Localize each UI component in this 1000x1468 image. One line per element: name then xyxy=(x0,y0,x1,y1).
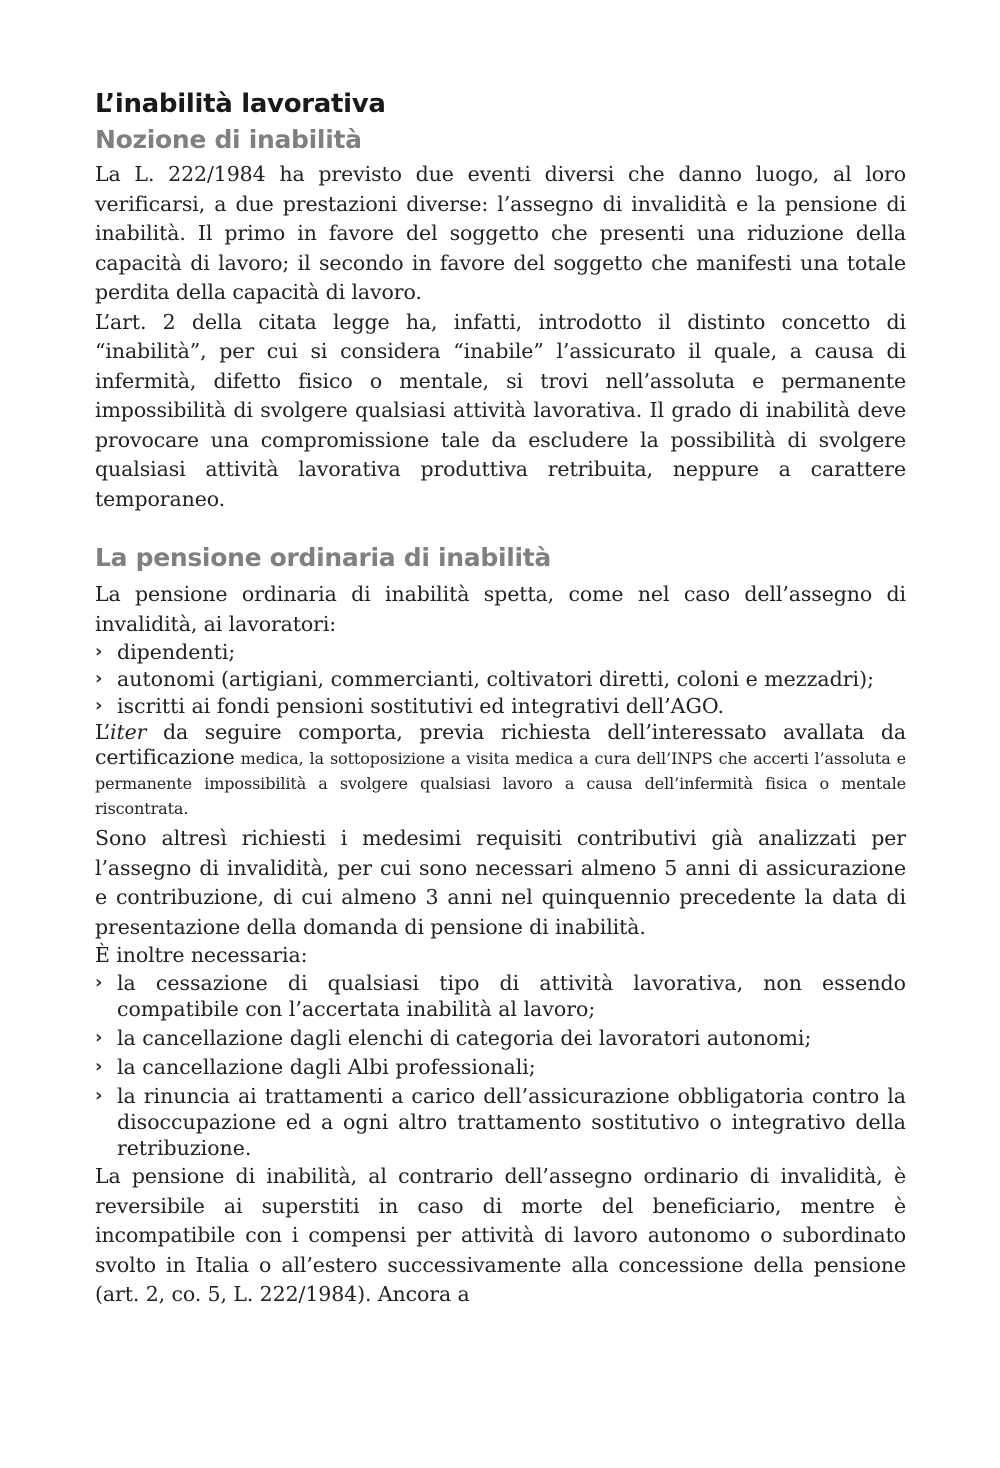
paragraph: È inoltre necessaria: xyxy=(95,943,308,967)
chevron-right-icon: › xyxy=(95,1056,103,1077)
bullet-list-requisiti xyxy=(95,970,906,1161)
list-item xyxy=(95,1054,906,1080)
section-heading-nozione: Nozione di inabilità xyxy=(95,125,362,154)
list-item-text: autonomi (artigiani, commercianti, coltivatori diretti, coloni e mezzadri); xyxy=(117,667,875,691)
list-item-text: la cancellazione dagli elenchi di categoria dei lavoratori autonomi; xyxy=(117,1026,812,1050)
paragraph: La L. 222/1984 ha previsto due eventi diversi che danno luogo, al loro verificarsi, a due prestazioni diverse: l’assegno di invalidità e la pensione di inabilità. Il primo in favore del soggetto che presenti una riduzione della capacità di lavoro; il secondo in favore del soggetto che manifesti una totale perdita della capacità di lavoro. xyxy=(95,162,906,304)
iter-text: da seguire comporta, previa richiesta dell’interessato avallata da certificazione xyxy=(95,720,906,769)
chevron-right-icon: › xyxy=(95,641,103,662)
list-item xyxy=(95,639,906,665)
chevron-right-icon: › xyxy=(95,668,103,689)
paragraph: Sono altresì richiesti i medesimi requisiti contributivi già analizzati per l’assegno di invalidità, per cui sono necessari almeno 5 anni di assicurazione e contribuzione, di cui almeno 3 anni nel quinquennio precedente la data di presentazione della domanda di pensione di inabilità. xyxy=(95,826,906,939)
chevron-right-icon: › xyxy=(95,1085,103,1106)
page-title: L’inabilità lavorativa xyxy=(95,89,386,119)
list-item xyxy=(95,970,906,1022)
list-item-text: la rinuncia ai trattamenti a carico dell’assicurazione obbligatoria contro la disoccupazione ed a ogni altro trattamento sostitutivo o integrativo della retribuzione. xyxy=(117,1084,906,1160)
chevron-right-icon: › xyxy=(95,972,103,993)
iter-italic: iter xyxy=(110,720,147,744)
bullet-list-lavoratori xyxy=(95,639,906,719)
paragraph: La pensione di inabilità, al contrario dell’assegno ordinario di invalidità, è reversibile ai superstiti in caso di morte del beneficiario, mentre è incompatibile con i compensi per attività di lavoro autonomo o subordinato svolto in Italia o all’estero successivamente alla concessione della pensione (art. 2, co. 5, L. 222/1984). Ancora a xyxy=(95,1164,906,1306)
list-item-text: la cessazione di qualsiasi tipo di attività lavorativa, non essendo compatibile con l’accertata inabilità al lavoro; xyxy=(117,971,906,1021)
chevron-right-icon: › xyxy=(95,1027,103,1048)
chevron-right-icon: › xyxy=(95,695,103,716)
document-page xyxy=(95,86,906,1310)
paragraph-iter xyxy=(95,720,906,820)
paragraph: La pensione ordinaria di inabilità spetta, come nel caso dell’assegno di invalidità, ai lavoratori: xyxy=(95,582,906,636)
list-item xyxy=(95,1083,906,1161)
list-item xyxy=(95,666,906,692)
list-item-text: iscritti ai fondi pensioni sostitutivi ed integrativi dell’AGO. xyxy=(117,694,724,718)
list-item xyxy=(95,1025,906,1051)
paragraph: L’art. 2 della citata legge ha, infatti, introdotto il distinto concetto di “inabilità”, per cui si considera “inabile” l’assicurato il quale, a causa di infermità, difetto fisico o mentale, si trovi nell’assoluta e permanente impossibilità di svolgere qualsiasi attività lavorativa. Il grado di inabilità deve provocare una compromissione tale da escludere la possibilità di svolgere qualsiasi attività lavorativa produttiva retribuita, neppure a carattere temporaneo. xyxy=(95,309,906,511)
list-item-text: dipendenti; xyxy=(117,640,236,664)
iter-small-text: medica, la sottoposizione a visita medica a cura dell’INPS che accerti l’assoluta e permanente impossibilità a svolgere qualsiasi lavoro a causa dell’infermità fisica o mentale riscontrata. xyxy=(95,749,906,818)
list-item-text: la cancellazione dagli Albi professionali; xyxy=(117,1055,536,1079)
list-item xyxy=(95,693,906,719)
iter-prefix: L’ xyxy=(95,720,111,744)
section-heading-pensione: La pensione ordinaria di inabilità xyxy=(95,543,551,572)
